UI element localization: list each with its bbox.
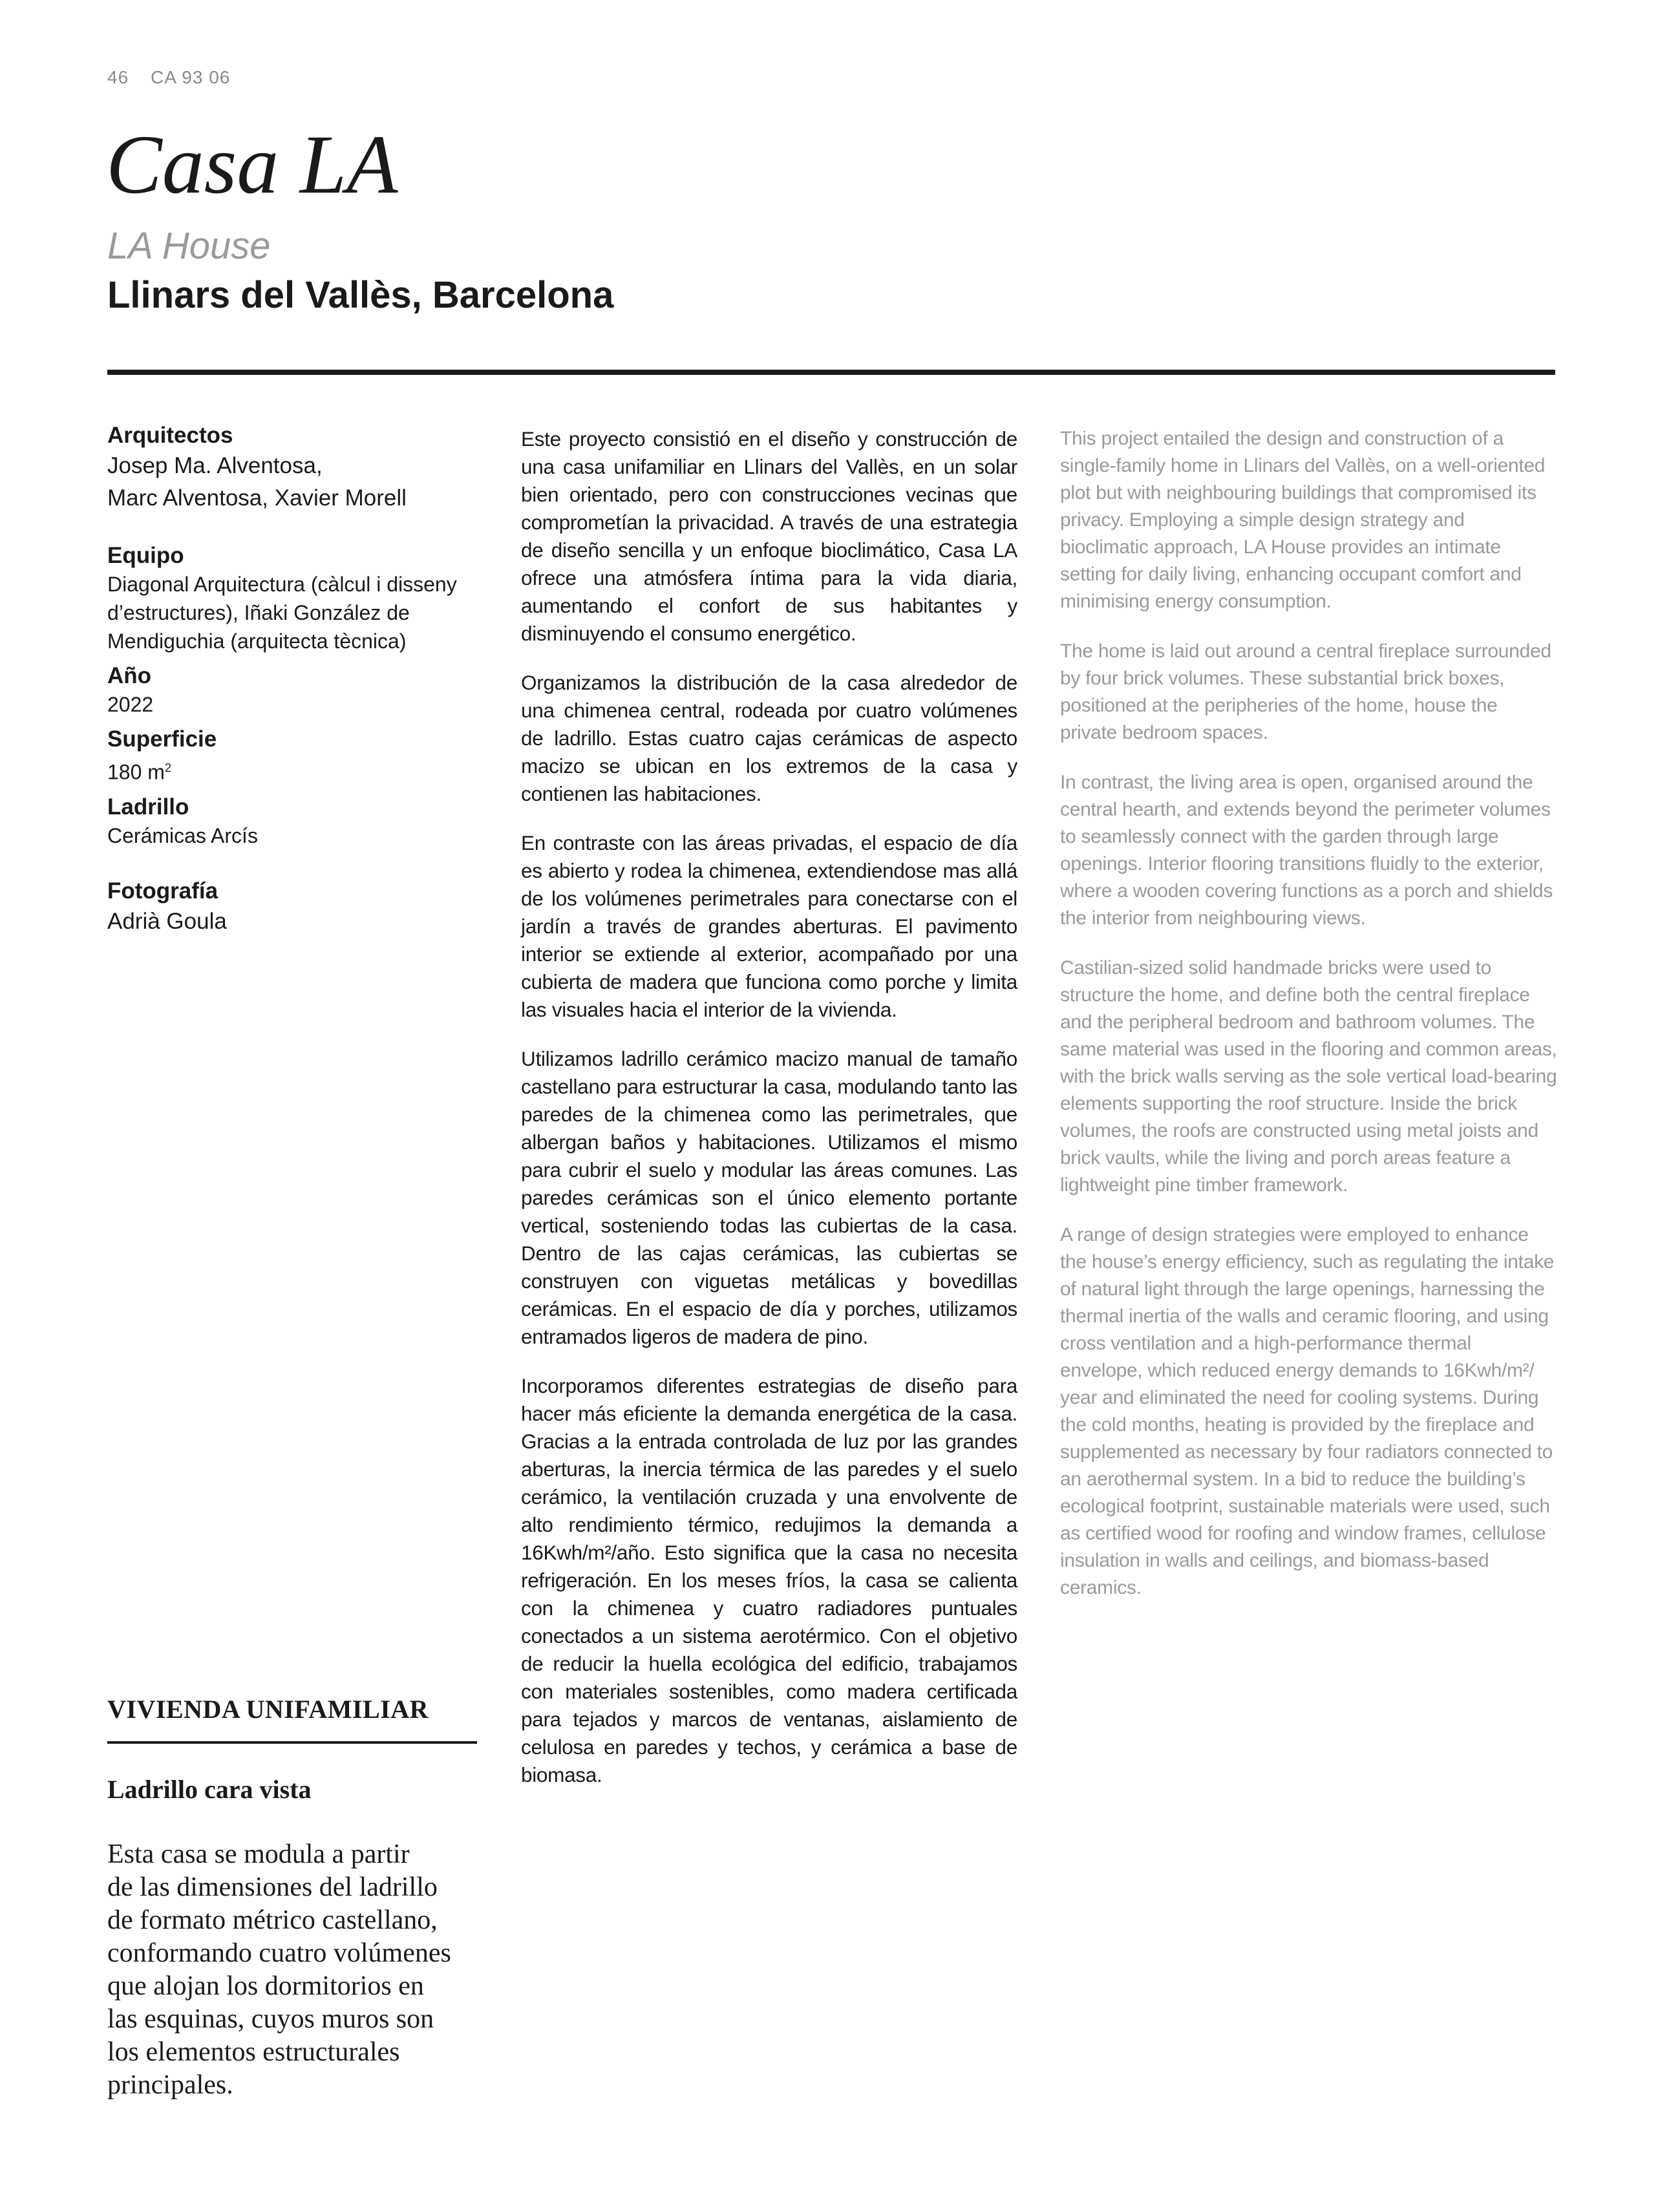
- team-label: Equipo: [107, 543, 184, 568]
- paragraph-es-5: Incorporamos diferentes estrategias de diseño para hacer más eficiente la demanda energética de la casa. Gracias a la entrada controlada de luz por las grandes aberturas, la inercia térmica de las paredes y el suelo cerámico, la ventilación cruzada y una envolvente de alto rendimiento térmico, redujimos la demanda a 16Kwh/m²/año. Esto significa que la casa no necesita refrigeración. En los meses fríos, la casa se calienta con la chimenea y cuatro radiadores puntuales conectados a un sistema aerotérmico. Con el objetivo de reducir la huella ecológica del edificio, trabajamos con materiales sostenibles, como madera certificada para tejados y marcos de ventanas, aislamiento de celulosa en paredes y techos, y cerámica a base de biomasa.: [521, 1374, 1017, 1786]
- page-folio: [107, 67, 230, 88]
- sidebar-divider: [107, 1741, 477, 1744]
- paragraph-en-4: Castilian-sized solid handmade bricks were used to structure the home, and define both the central fireplace and the peripheral bedroom and bathroom volumes. The same material was used in the flooring and common areas, with the brick walls serving as the sole vertical load-bearing elements supporting the roof structure. Inside the brick volumes, the roofs are constructed using metal joists and brick vaults, while the living and porch areas feature a lightweight pine timber framework.: [1060, 957, 1557, 1196]
- paragraph-en-2: The home is laid out around a central fireplace surrounded by four brick volumes. These substantial brick boxes, positioned at the peripheries of the home, house the private bedroom spaces.: [1060, 640, 1551, 743]
- team-line-1: Diagonal Arquitectura (càlcul i disseny: [107, 573, 457, 596]
- sidebar-heading: Ladrillo cara vista: [107, 1775, 312, 1804]
- surface-value: [107, 754, 495, 787]
- surface-unit-exponent: 2: [164, 761, 171, 774]
- paragraph-es-1: Este proyecto consistió en el diseño y construcción de una casa unifamiliar en Llinars del Vallès, en un solar bien orientado, pero con construcciones vecinas que comprometían la privacidad. A través de una estrategia de diseño sencilla y un enfoque bioclimático, Casa LA ofrece una atmósfera íntima para la vida diaria, aumentando el confort de sus habitantes y disminuyendo el consumo energético.: [521, 427, 1017, 645]
- architects-label: Arquitectos: [107, 423, 233, 448]
- year-value: 2022: [107, 693, 154, 716]
- magazine-issue: CA 93 06: [151, 67, 231, 87]
- team-line-3: Mendiguchia (arquitecta tècnica): [107, 630, 407, 653]
- category-title: VIVIENDA UNIFAMILIAR: [107, 1695, 429, 1724]
- page-number: 46: [107, 67, 129, 87]
- paragraph-en-3: In contrast, the living area is open, organised around the central hearth, and extends beyond the perimeter volumes to seamlessly connect with the garden through large openings. Interior flooring transitions fluidly to the exterior, where a wooden covering functions as a porch and shields the interior from neighbouring views.: [1060, 772, 1553, 929]
- brick-label: Ladrillo: [107, 794, 189, 820]
- sidebar-text: Esta casa se modula a partir de las dimensiones del ladrillo de formato métrico castellano, conformando cuatro volúmenes que alojan los dormitorios en las esquinas, cuyos muros son los elementos estructurales principales.: [107, 1839, 451, 2100]
- architects-line-1: Josep Ma. Alventosa,: [107, 453, 323, 478]
- article-title: Casa LA: [106, 118, 398, 211]
- body-english: [1060, 425, 1558, 1624]
- project-location: Llinars del Vallès, Barcelona: [107, 274, 614, 316]
- paragraph-en-5: A range of design strategies were employed to enhance the house’s energy efficiency, such as regulating the intake of natural light through the large openings, harnessing the thermal inertia of the walls and ceramic flooring, and using cross ventilation and a high-performance thermal envelope, which reduced energy demands to 16Kwh/m²/ year and eliminated the need for cooling systems. During the cold months, heating is provided by the fireplace and supplemented as necessary by four radiators connected to an aerothermal system. In a bid to reduce the building’s ecological footprint, sustainable materials were used, such as certified wood for roofing and window frames, cellulose insulation in walls and ceilings, and biomass-based ceramics.: [1060, 1224, 1555, 1598]
- year-label: Año: [107, 663, 152, 688]
- paragraph-en-1: This project entailed the design and construction of a single-family home in Llinars del Vallès, on a well-oriented plot but with neighbouring buildings that compromised its privacy. Employing a simple design strategy and bioclimatic approach, LA House provides an intimate setting for daily living, enhancing occupant comfort and minimising energy consumption.: [1060, 428, 1546, 612]
- article-subtitle: LA House: [107, 225, 271, 267]
- surface-label: Superficie: [107, 726, 217, 752]
- photography-value: Adrià Goula: [107, 908, 227, 934]
- surface-amount: 180 m: [107, 760, 165, 784]
- paragraph-es-2: Organizamos la distribución de la casa alrededor de una chimenea central, rodeada por cuatro volúmenes de ladrillo. Estas cuatro cajas cerámicas de aspecto macizo se ubican en los extremos de la casa y contienen las habitaciones.: [521, 671, 1017, 805]
- body-spanish: [521, 425, 1017, 1810]
- architects-line-2: Marc Alventosa, Xavier Morell: [107, 485, 407, 511]
- team-line-2: d’estructures), Iñaki González de: [107, 601, 410, 624]
- project-credits: [107, 421, 495, 938]
- paragraph-es-3: En contraste con las áreas privadas, el espacio de día es abierto y rodea la chimenea, extendiendose mas allá de los volúmenes perimetrales para conectarse con el jardín a través de grandes aberturas. El pavimento interior se extiende al exterior, acompañado por una cubierta de madera que funciona como porche y limita las visuales hacia el interior de la vivienda.: [521, 831, 1017, 1021]
- paragraph-es-4: Utilizamos ladrillo cerámico macizo manual de tamaño castellano para estructurar la casa, modulando tanto las paredes de la chimenea como las perimetrales, que albergan baños y habitaciones. Utilizamos el mismo para cubrir el suelo y modular las áreas comunes. Las paredes cerámicas son el único elemento portante vertical, sosteniendo todas las cubiertas de la casa. Dentro de las cajas cerámicas, las cubiertas se construyen con viguetas metálicas y bovedillas cerámicas. En el espacio de día y porches, utilizamos entramados ligeros de madera de pino.: [521, 1047, 1017, 1348]
- photography-label: Fotografía: [107, 878, 218, 904]
- brick-value: Cerámicas Arcís: [107, 823, 258, 847]
- header-divider: [107, 370, 1555, 375]
